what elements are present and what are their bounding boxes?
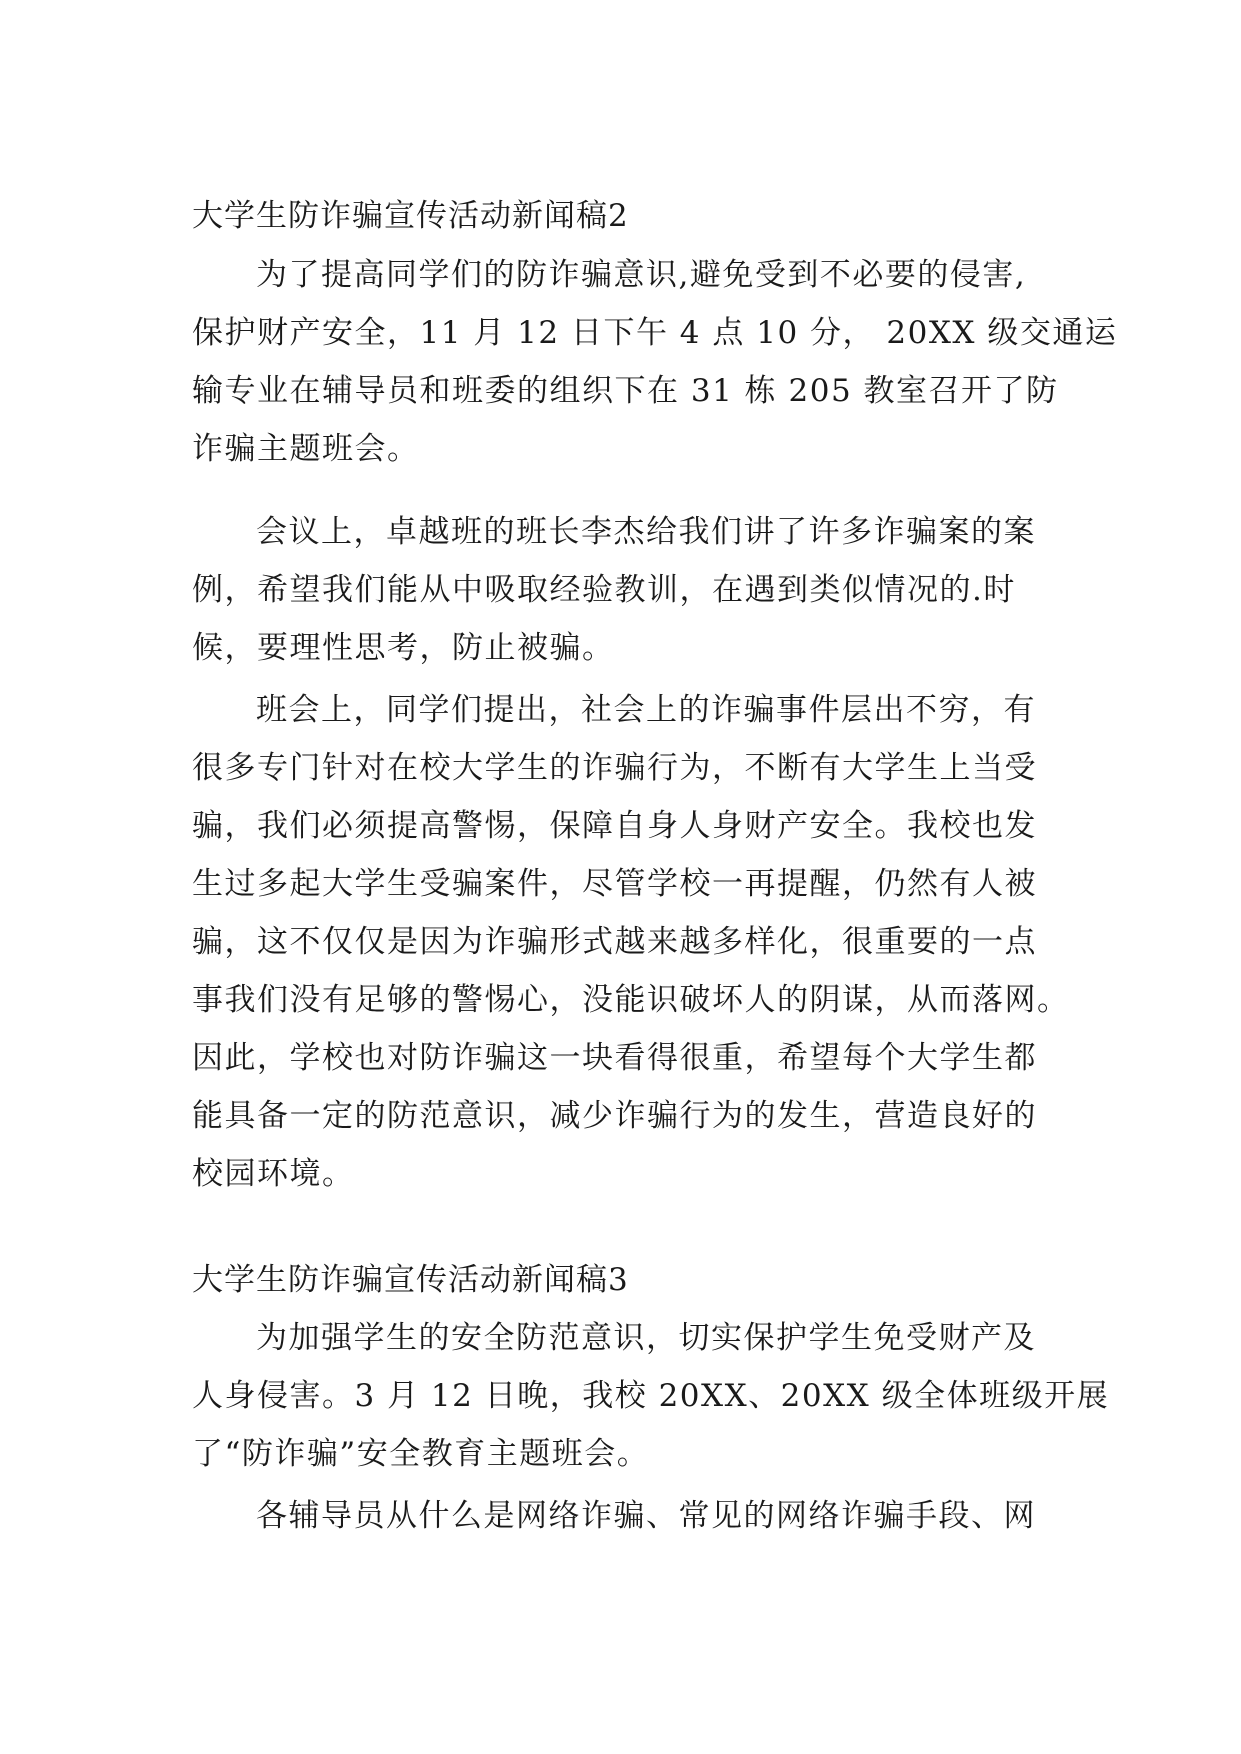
paragraph-line: 为了提高同学们的防诈骗意识,避免受到不必要的侵害, [256, 257, 1027, 293]
paragraph-line: 诈骗主题班会。 [192, 431, 420, 467]
paragraph-line: 了“防诈骗”安全教育主题班会。 [192, 1436, 650, 1472]
paragraph-line: 校园环境。 [192, 1156, 355, 1192]
paragraph-line: 事我们没有足够的警惕心，没能识破坏人的阴谋，从而落网。 [192, 982, 1070, 1018]
paragraph-line: 班会上，同学们提出，社会上的诈骗事件层出不穷，有 [256, 692, 1036, 728]
paragraph-line: 骗，这不仅仅是因为诈骗形式越来越多样化，很重要的一点 [192, 924, 1037, 960]
paragraph-line: 生过多起大学生受骗案件，尽管学校一再提醒，仍然有人被 [192, 866, 1037, 902]
paragraph-line: 很多专门针对在校大学生的诈骗行为，不断有大学生上当受 [192, 750, 1037, 786]
paragraph-line: 能具备一定的防范意识，减少诈骗行为的发生，营造良好的 [192, 1098, 1037, 1134]
paragraph-line: 输专业在辅导员和班委的组织下在 31 栋 205 教室召开了防 [192, 373, 1059, 409]
paragraph-line: 各辅导员从什么是网络诈骗、常见的网络诈骗手段、网 [256, 1498, 1036, 1534]
paragraph-line: 候，要理性思考，防止被骗。 [192, 630, 615, 666]
paragraph-line: 例，希望我们能从中吸取经验教训，在遇到类似情况的.时 [192, 572, 1016, 608]
paragraph-line: 因此，学校也对防诈骗这一块看得很重，希望每个大学生都 [192, 1040, 1037, 1076]
paragraph-line: 保护财产安全，11 月 12 日下午 4 点 10 分， 20XX 级交通运 [192, 315, 1118, 351]
section-title-3: 大学生防诈骗宣传活动新闻稿3 [192, 1262, 629, 1298]
paragraph-line: 骗，我们必须提高警惕，保障自身人身财产安全。我校也发 [192, 808, 1037, 844]
paragraph-line: 为加强学生的安全防范意识，切实保护学生免受财产及 [256, 1320, 1036, 1356]
section-title-2: 大学生防诈骗宣传活动新闻稿2 [192, 198, 629, 234]
paragraph-line: 会议上，卓越班的班长李杰给我们讲了许多诈骗案的案 [256, 514, 1036, 550]
paragraph-line: 人身侵害。3 月 12 日晚，我校 20XX、20XX 级全体班级开展 [192, 1378, 1110, 1414]
